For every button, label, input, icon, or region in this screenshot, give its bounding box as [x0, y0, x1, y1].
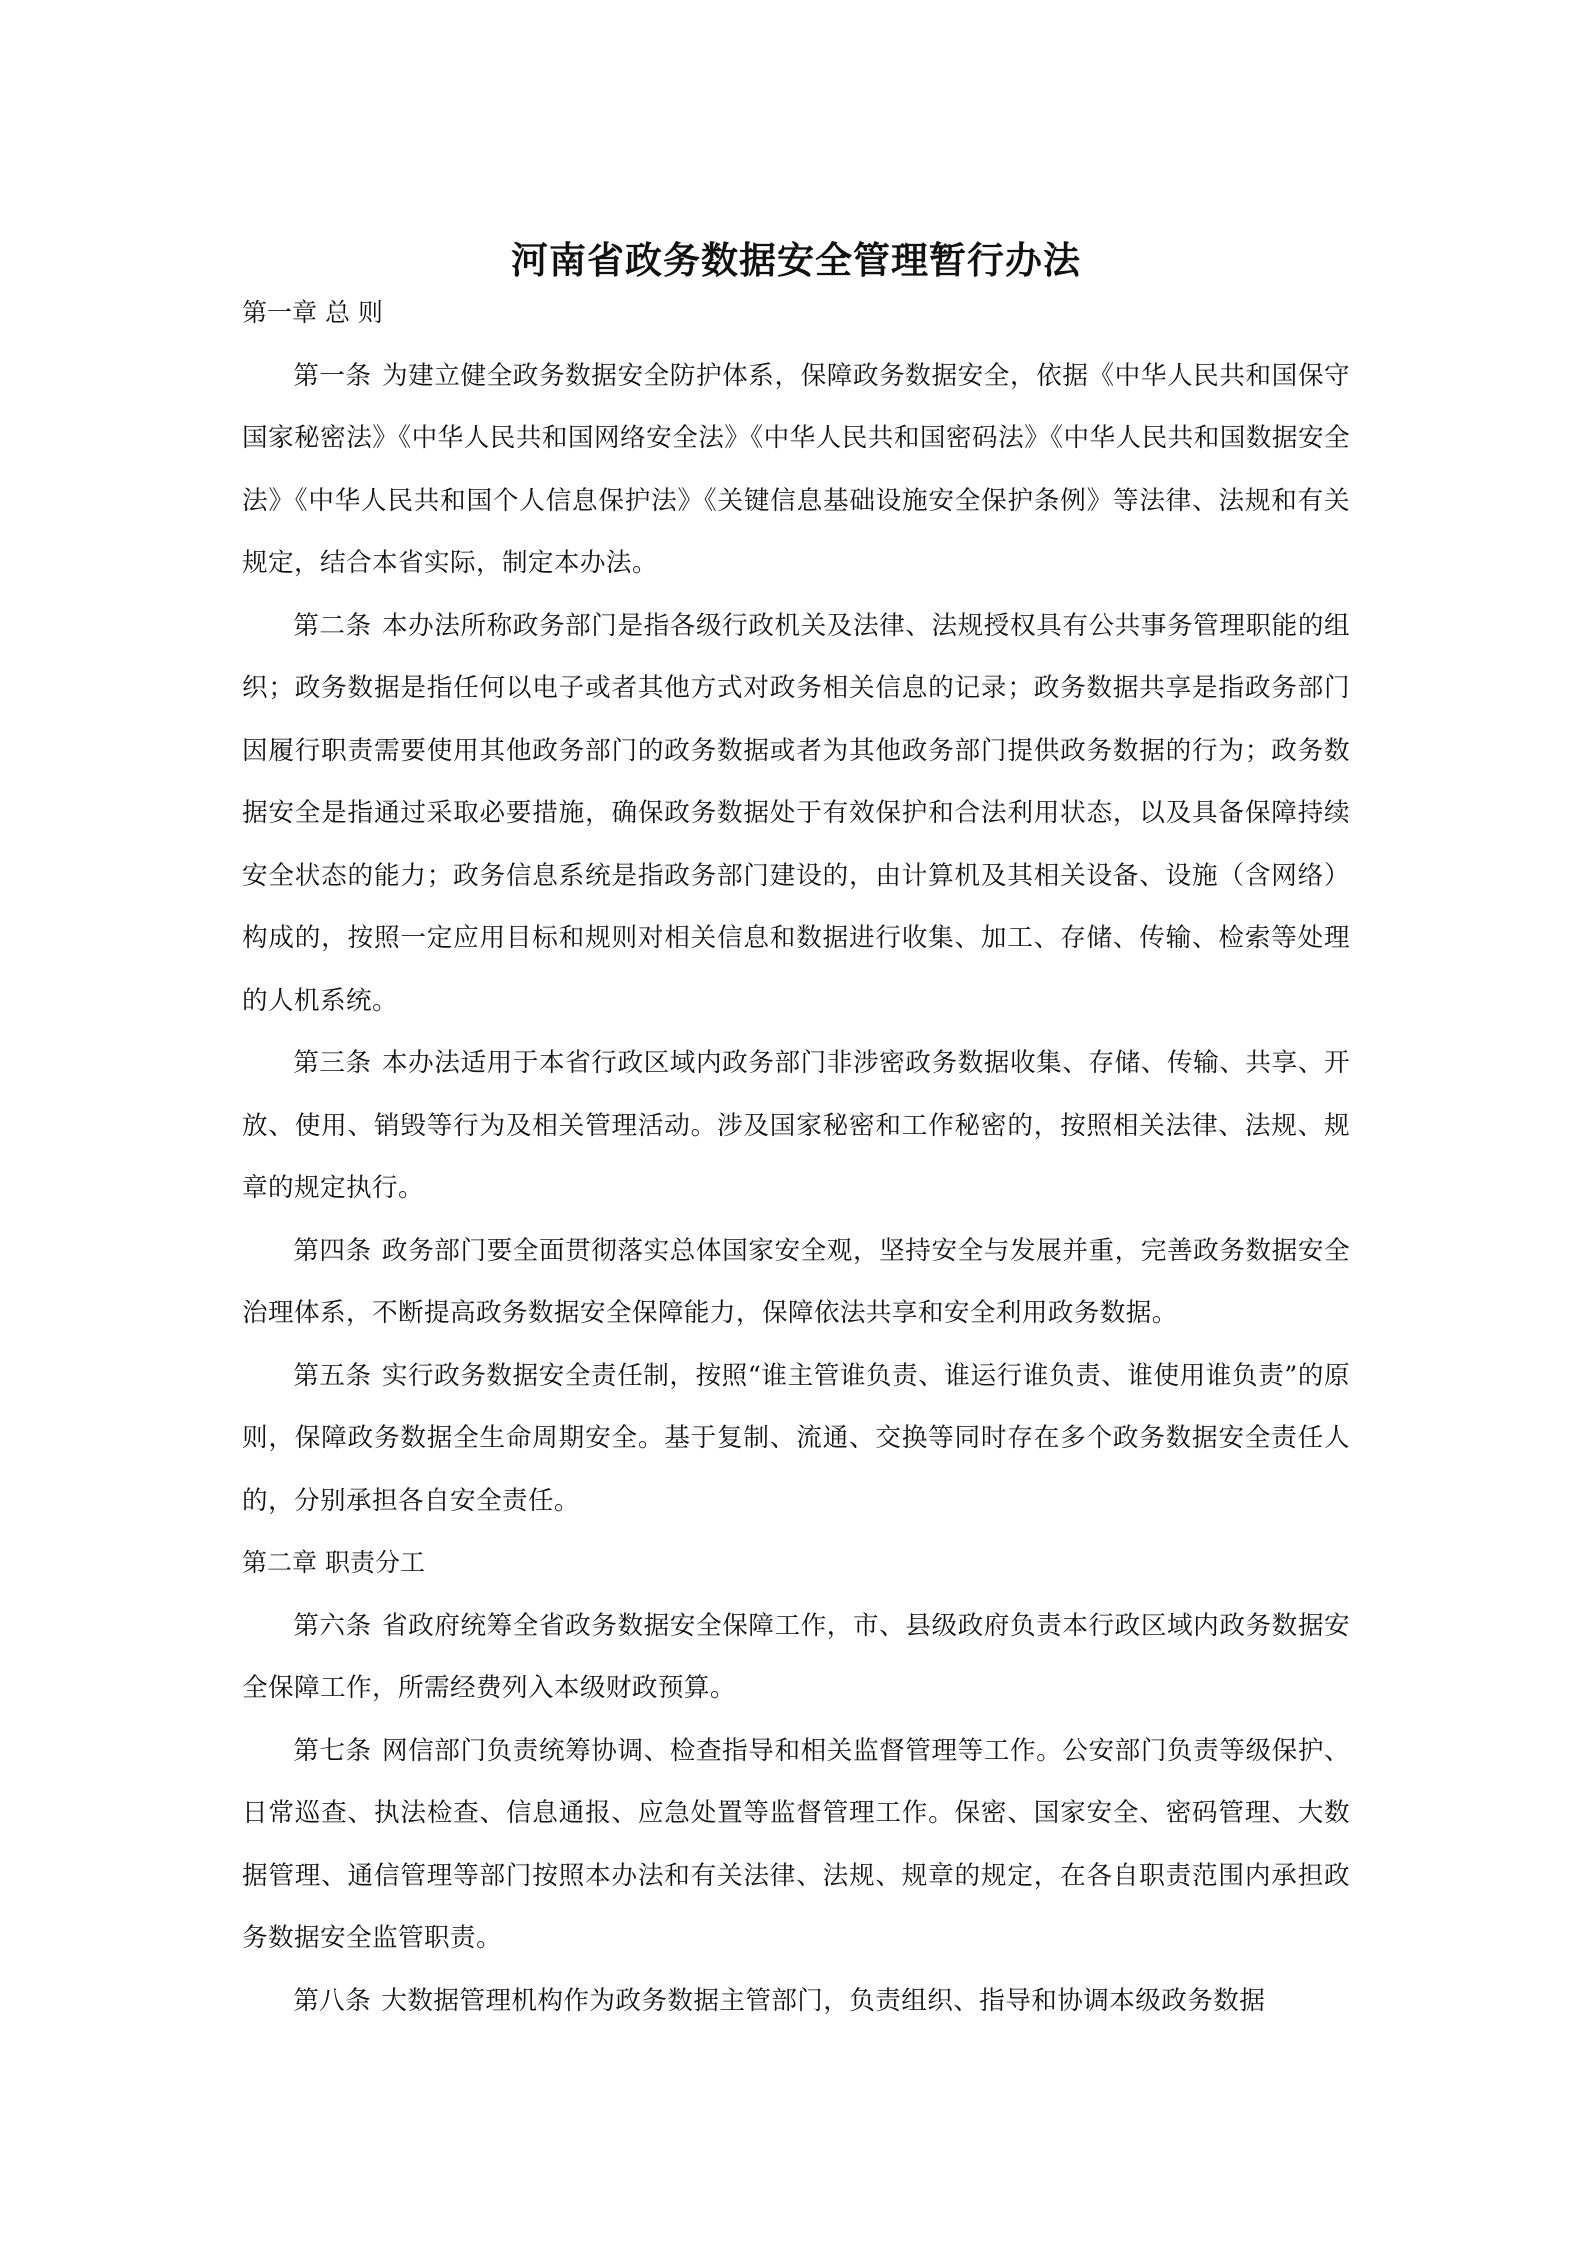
article-text: 为建立健全政务数据安全防护体系，保障政务数据安全，依据《中华人民共和国保守国家秘密法》《中华人民共和国网络安全法》《中华人民共和国密码法》《中华人民共和国数据安全法》《中华人民共和国个人信息保护法》《关键信息基础设施安全保护条例》等法律、法规和有关规定，结合本省实际，制定本办法。: [242, 360, 1350, 578]
article-8: [242, 1970, 1350, 2033]
document-body: [242, 282, 1350, 2032]
article-number: 第四条: [293, 1235, 372, 1266]
article-text: 省政府统筹全省政务数据安全保障工作，市、县级政府负责本行政区域内政务数据安全保障工作，所需经费列入本级财政预算。: [242, 1610, 1350, 1703]
article-number: 第三条: [293, 1048, 372, 1078]
article-text: 实行政务数据安全责任制，按照“谁主管谁负责、谁运行谁负责、谁使用谁负责”的原则，保障政务数据全生命周期安全。基于复制、流通、交换等同时存在多个政务数据安全责任人的，分别承担各自安全责任。: [242, 1360, 1350, 1516]
article-4: [242, 1220, 1350, 1345]
article-number: 第一条: [293, 360, 372, 391]
article-1: [242, 345, 1350, 595]
chapter-heading-1: 第一章 总 则: [242, 298, 383, 327]
chapter-heading-2: 第二章 职责分工: [242, 1548, 425, 1577]
article-text: 政务部门要全面贯彻落实总体国家安全观，坚持安全与发展并重，完善政务数据安全治理体系，不断提高政务数据安全保障能力，保障依法共享和安全利用政务数据。: [242, 1235, 1350, 1328]
article-text: 大数据管理机构作为政务数据主管部门，负责组织、指导和协调本级政务数据: [381, 1985, 1266, 2016]
document-title: 河南省政务数据安全管理暂行办法: [511, 238, 1081, 282]
article-5: [242, 1345, 1350, 1533]
article-number: 第二条: [293, 610, 372, 641]
article-number: 第五条: [293, 1360, 372, 1391]
article-2: [242, 595, 1350, 1033]
article-7: [242, 1720, 1350, 1970]
article-text: 本办法所称政务部门是指各级行政机关及法律、法规授权具有公共事务管理职能的组织；政务数据是指任何以电子或者其他方式对政务相关信息的记录；政务数据共享是指政务部门因履行职责需要使用其他政务部门的政务数据或者为其他政务部门提供政务数据的行为；政务数据安全是指通过采取必要措施，确保政务数据处于有效保护和合法利用状态，以及具备保障持续安全状态的能力；政务信息系统是指政务部门建设的，由计算机及其相关设备、设施（含网络）构成的，按照一定应用目标和规则对相关信息和数据进行收集、加工、存储、传输、检索等处理的人机系统。: [242, 610, 1350, 1016]
article-3: [242, 1032, 1350, 1220]
article-number: 第八条: [293, 1985, 372, 2016]
article-number: 第六条: [293, 1610, 372, 1641]
article-text: 网信部门负责统筹协调、检查指导和相关监督管理等工作。公安部门负责等级保护、日常巡查、执法检查、信息通报、应急处置等监督管理工作。保密、国家安全、密码管理、大数据管理、通信管理等部门按照本办法和有关法律、法规、规章的规定，在各自职责范围内承担政务数据安全监管职责。: [242, 1735, 1350, 1953]
article-6: [242, 1595, 1350, 1720]
article-number: 第七条: [293, 1735, 372, 1766]
article-text: 本办法适用于本省行政区域内政务部门非涉密政务数据收集、存储、传输、共享、开放、使用、销毁等行为及相关管理活动。涉及国家秘密和工作秘密的，按照相关法律、法规、规章的规定执行。: [242, 1048, 1350, 1203]
